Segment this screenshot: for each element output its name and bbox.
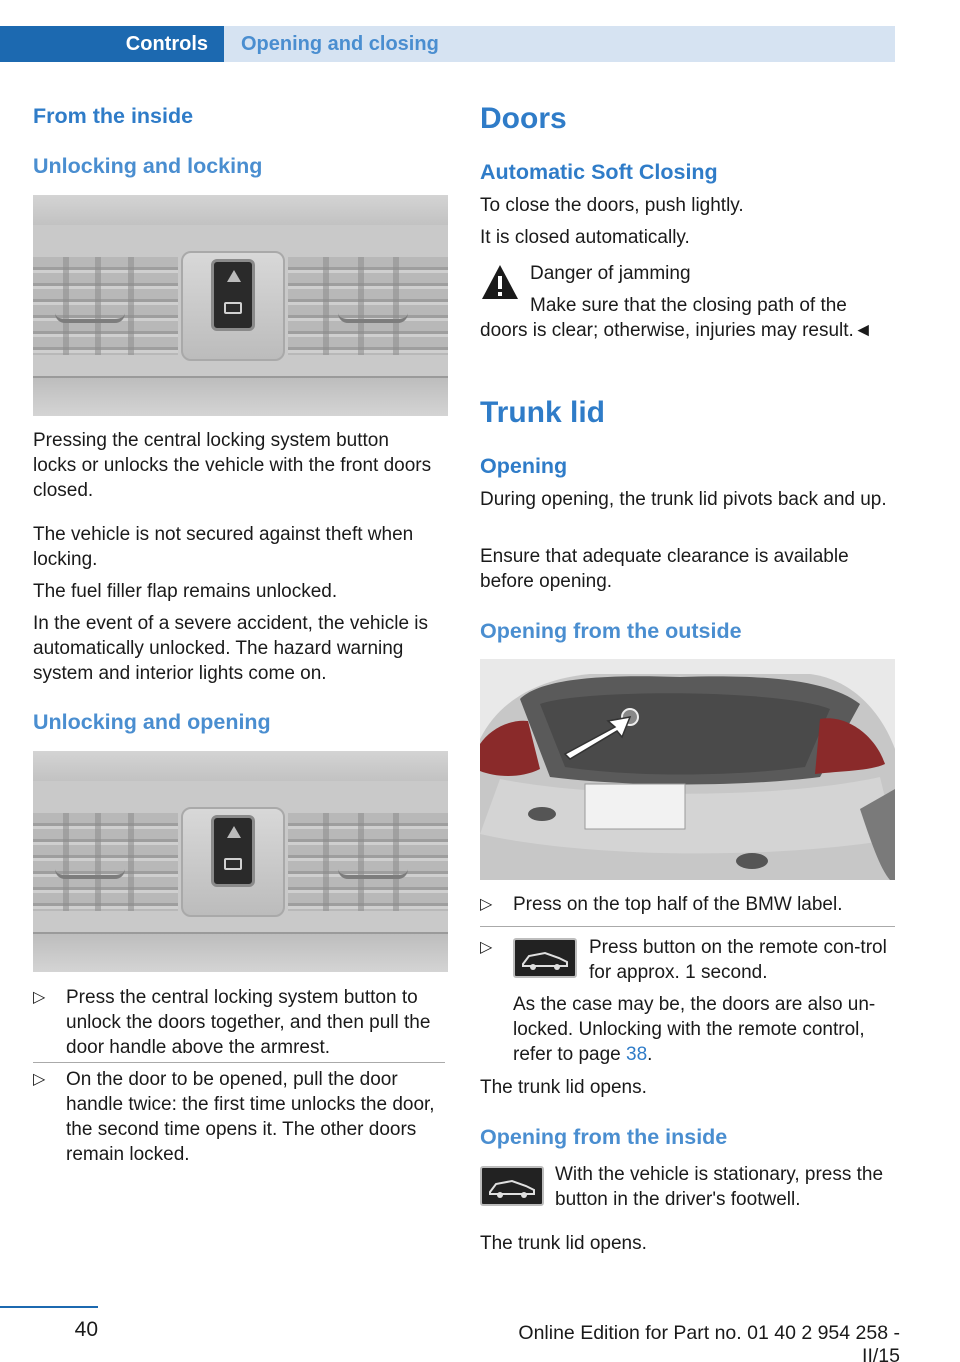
warning-text: Make sure that the closing path of the doors is clear; otherwise, injuries may result.◄: [480, 295, 873, 341]
heading-trunk-lid: Trunk lid: [480, 396, 606, 429]
warning-title: Danger of jamming: [530, 263, 691, 284]
paragraph-central-locking: Pressing the central locking system button locks or unlocks the vehicle with the front doors closed.: [33, 430, 432, 501]
page-header: [0, 26, 895, 62]
console-figure-1: [33, 195, 448, 416]
trunk-remote-button-icon: [513, 938, 577, 978]
heading-doors: Doors: [480, 102, 567, 135]
footer-rule: [0, 1306, 98, 1308]
list-item-remote-text: Press button on the remote con-trol for approx. 1 second.: [589, 937, 887, 983]
heading-unlocking-locking: Unlocking and locking: [33, 154, 263, 178]
paragraph-trunk-opens-2: The trunk lid opens.: [480, 1233, 647, 1254]
heading-opening-outside: Opening from the outside: [480, 619, 742, 643]
paragraph-fuel-flap: The fuel filler flap remains unlocked.: [33, 581, 338, 602]
triangle-bullet-icon: ▷: [33, 1071, 46, 1088]
heading-automatic-soft-closing: Automatic Soft Closing: [480, 160, 718, 184]
central-locking-button-icon: [211, 259, 255, 331]
paragraph-clearance: Ensure that adequate clearance is available before opening.: [480, 546, 849, 592]
paragraph-not-secured: The vehicle is not secured against theft when locking.: [33, 524, 414, 570]
paragraph-trunk-opens-1: The trunk lid opens.: [480, 1077, 647, 1098]
triangle-bullet-icon: ▷: [480, 939, 493, 956]
central-locking-button-icon: [211, 815, 255, 887]
paragraph-inside-button: With the vehicle is stationary, press the button in the driver's footwell.: [555, 1164, 884, 1210]
triangle-bullet-icon: ▷: [33, 989, 46, 1006]
trunk-footwell-button-icon: [480, 1166, 544, 1206]
paragraph-pivots: During opening, the trunk lid pivots back and up.: [480, 489, 887, 510]
list-divider: [480, 926, 895, 927]
heading-from-inside: From the inside: [33, 104, 194, 128]
section-tab-controls: Controls: [0, 26, 224, 62]
paragraph-closed-automatically: It is closed automatically.: [480, 227, 690, 248]
console-figure-2: [33, 751, 448, 972]
heading-unlocking-opening: Unlocking and opening: [33, 710, 271, 734]
triangle-bullet-icon: ▷: [480, 896, 493, 913]
footer-edition: Online Edition for Part no. 01 40 2 954 258 - II/15: [518, 1322, 900, 1362]
page-number: 40: [74, 1318, 98, 1341]
list-item-remote-note: As the case may be, the doors are also un-locked. Unlocking with the remote control, refer to page 38.: [513, 994, 876, 1065]
heading-opening-inside: Opening from the inside: [480, 1125, 728, 1149]
paragraph-push-lightly: To close the doors, push lightly.: [480, 195, 744, 216]
section-tab-opening-closing: Opening and closing: [224, 26, 895, 62]
heading-opening: Opening: [480, 454, 568, 478]
paragraph-severe-accident: In the event of a severe accident, the vehicle is automatically unlocked. The hazard warning system and interior lights come on.: [33, 613, 429, 684]
page-link-38[interactable]: 38: [626, 1044, 648, 1065]
list-divider: [33, 1062, 445, 1063]
trunk-car-figure: [480, 659, 895, 880]
